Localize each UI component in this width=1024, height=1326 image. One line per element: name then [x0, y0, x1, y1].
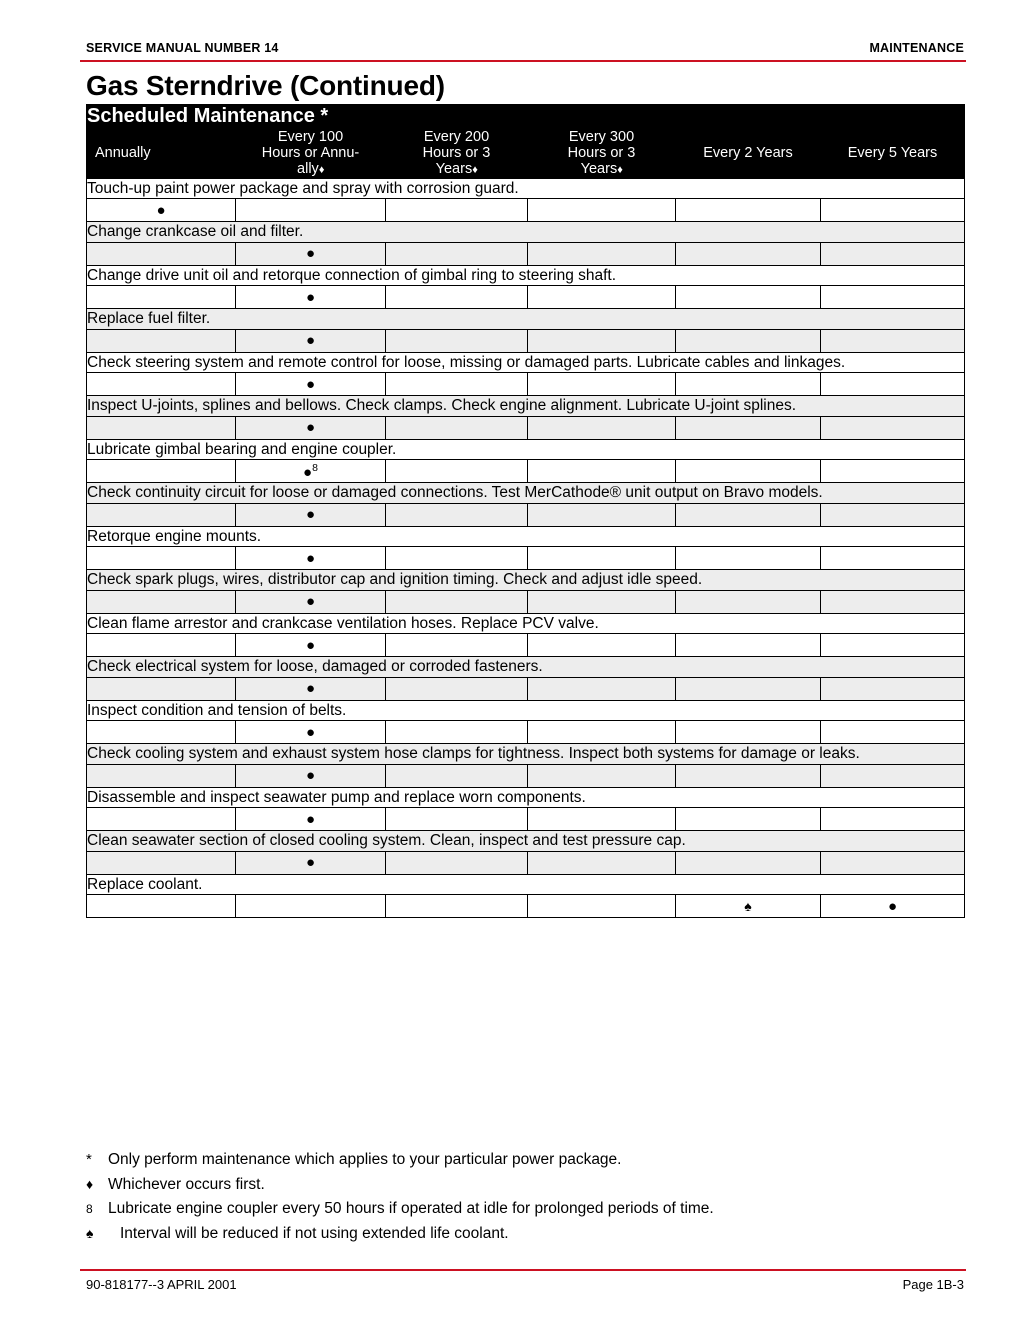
- footnotes: [86, 1152, 964, 1250]
- column-header-line: Annually: [95, 145, 151, 162]
- footnote-text: Lubricate engine coupler every 50 hours if operated at idle for prolonged periods of time.: [108, 1200, 714, 1217]
- column-header-3: [386, 129, 528, 179]
- column-header-line: Every 200: [423, 129, 490, 145]
- diamond-icon: ♦: [472, 164, 478, 177]
- bullet-marker-icon: ●: [305, 549, 316, 567]
- interval-cell-2: [236, 286, 386, 309]
- interval-cell-2: [236, 199, 386, 222]
- bullet-marker-icon: ●: [156, 201, 166, 219]
- footer-document-number: 90-818177--3 APRIL 2001: [86, 1277, 237, 1292]
- interval-cell-2: [236, 460, 386, 483]
- task-description: Check electrical system for loose, damaged or corroded fasteners.: [87, 657, 965, 678]
- task-row: [87, 744, 965, 765]
- interval-cell-3: [386, 677, 528, 700]
- interval-cell-4: [528, 677, 676, 700]
- interval-marker-row: [87, 851, 965, 874]
- page-footer: [86, 1277, 964, 1292]
- interval-cell-3: [386, 851, 528, 874]
- interval-cell-6: [821, 764, 965, 787]
- interval-cell-6: [821, 242, 965, 265]
- task-row: [87, 613, 965, 634]
- scheduled-maintenance-table: [86, 104, 964, 918]
- interval-cell-1: [87, 329, 236, 352]
- interval-marker-row: [87, 895, 965, 918]
- interval-cell-3: [386, 634, 528, 657]
- task-description: Lubricate gimbal bearing and engine coupler.: [87, 439, 965, 460]
- column-header-line: Hours or 3: [422, 145, 491, 162]
- column-header-6: [821, 129, 965, 179]
- interval-cell-2: [236, 242, 386, 265]
- interval-cell-2: [236, 503, 386, 526]
- interval-cell-1: [87, 199, 236, 222]
- column-header-line: Years♦: [580, 161, 623, 178]
- task-row: [87, 483, 965, 504]
- bullet-marker-icon: ●: [305, 680, 316, 698]
- task-description: Touch-up paint power package and spray with corrosion guard.: [87, 178, 965, 199]
- interval-cell-3: [386, 503, 528, 526]
- column-header-2: [236, 129, 386, 179]
- interval-marker-row: [87, 764, 965, 787]
- interval-cell-6: [821, 895, 965, 918]
- interval-cell-5: [676, 764, 821, 787]
- interval-cell-3: [386, 808, 528, 831]
- interval-cell-4: [528, 460, 676, 483]
- task-description: Inspect U-joints, splines and bellows. Check clamps. Check engine alignment. Lubricate U-joint splines.: [87, 396, 965, 417]
- interval-cell-5: [676, 373, 821, 396]
- interval-cell-6: [821, 634, 965, 657]
- column-header-line: ally♦: [297, 161, 324, 178]
- interval-cell-6: [821, 677, 965, 700]
- interval-cell-3: [386, 199, 528, 222]
- bullet-marker-icon: ●: [305, 723, 316, 741]
- bullet-marker-icon: ●: [305, 767, 316, 785]
- task-row: [87, 787, 965, 808]
- footnote-marker-asterisk-icon: *: [86, 1151, 92, 1168]
- interval-cell-6: [821, 808, 965, 831]
- task-description: Replace fuel filter.: [87, 309, 965, 330]
- interval-cell-6: [821, 721, 965, 744]
- interval-cell-5: [676, 851, 821, 874]
- task-description: Check cooling system and exhaust system hose clamps for tightness. Inspect both systems for damage or leaks.: [87, 744, 965, 765]
- interval-marker-row: [87, 329, 965, 352]
- table-header-row: [87, 129, 965, 179]
- interval-cell-4: [528, 634, 676, 657]
- interval-cell-2: [236, 590, 386, 613]
- task-row: [87, 439, 965, 460]
- task-row: [87, 570, 965, 591]
- interval-cell-4: [528, 721, 676, 744]
- interval-cell-2: [236, 808, 386, 831]
- interval-cell-1: [87, 677, 236, 700]
- interval-cell-6: [821, 416, 965, 439]
- interval-cell-3: [386, 547, 528, 570]
- bullet-marker-icon: ●: [305, 506, 316, 524]
- interval-marker-row: [87, 590, 965, 613]
- interval-cell-5: [676, 677, 821, 700]
- interval-cell-6: [821, 199, 965, 222]
- interval-marker-row: [87, 373, 965, 396]
- task-description: Replace coolant.: [87, 874, 965, 895]
- bullet-marker-icon: ●: [303, 463, 313, 481]
- task-description: Change crankcase oil and filter.: [87, 222, 965, 243]
- interval-marker-row: [87, 634, 965, 657]
- interval-cell-1: [87, 503, 236, 526]
- interval-cell-3: [386, 416, 528, 439]
- task-row: [87, 265, 965, 286]
- footnote-marker-eight-icon: 8: [86, 1202, 93, 1216]
- column-header-5: [676, 129, 821, 179]
- column-header-4: [528, 129, 676, 179]
- task-row: [87, 831, 965, 852]
- interval-cell-4: [528, 242, 676, 265]
- bullet-marker-icon: ●: [305, 245, 316, 263]
- diamond-icon: ♦: [617, 164, 623, 177]
- footnote: [86, 1152, 964, 1168]
- interval-cell-6: [821, 851, 965, 874]
- task-description: Clean seawater section of closed cooling system. Clean, inspect and test pressure cap.: [87, 831, 965, 852]
- interval-cell-4: [528, 503, 676, 526]
- task-description: Check steering system and remote control for loose, missing or damaged parts. Lubricate cables and linkages.: [87, 352, 965, 373]
- interval-marker-row: [87, 199, 965, 222]
- interval-cell-1: [87, 808, 236, 831]
- task-description: Inspect condition and tension of belts.: [87, 700, 965, 721]
- bullet-marker-icon: ●: [305, 332, 316, 350]
- interval-cell-6: [821, 460, 965, 483]
- footnote-marker-spade-icon: ♠: [86, 1224, 94, 1241]
- interval-cell-4: [528, 808, 676, 831]
- interval-cell-5: [676, 590, 821, 613]
- interval-cell-4: [528, 764, 676, 787]
- diamond-icon: ♦: [318, 164, 324, 177]
- interval-cell-3: [386, 242, 528, 265]
- interval-cell-1: [87, 634, 236, 657]
- interval-cell-4: [528, 851, 676, 874]
- interval-cell-6: [821, 547, 965, 570]
- interval-cell-5: [676, 547, 821, 570]
- interval-cell-3: [386, 895, 528, 918]
- interval-cell-5: [676, 460, 821, 483]
- interval-cell-5: [676, 634, 821, 657]
- running-head-left: SERVICE MANUAL NUMBER 14: [86, 41, 279, 55]
- task-description: Retorque engine mounts.: [87, 526, 965, 547]
- column-header-line: Every 2 Years: [703, 145, 793, 162]
- interval-cell-1: [87, 286, 236, 309]
- interval-cell-5: [676, 721, 821, 744]
- interval-cell-2: [236, 851, 386, 874]
- task-row: [87, 526, 965, 547]
- interval-cell-2: [236, 895, 386, 918]
- interval-cell-4: [528, 329, 676, 352]
- column-header-line: Years♦: [435, 161, 478, 178]
- interval-cell-3: [386, 590, 528, 613]
- interval-cell-5: [676, 242, 821, 265]
- interval-cell-3: [386, 721, 528, 744]
- interval-cell-1: [87, 460, 236, 483]
- bullet-marker-icon: ●: [305, 636, 316, 654]
- interval-cell-3: [386, 329, 528, 352]
- task-description: Clean flame arrestor and crankcase ventilation hoses. Replace PCV valve.: [87, 613, 965, 634]
- column-header-line: Every 100: [277, 129, 344, 145]
- task-row: [87, 700, 965, 721]
- footnote-marker-diamond-icon: ♦: [86, 1175, 94, 1192]
- task-description: Change drive unit oil and retorque connection of gimbal ring to steering shaft.: [87, 265, 965, 286]
- table-title-row: [87, 105, 965, 129]
- interval-cell-1: [87, 764, 236, 787]
- interval-cell-2: [236, 329, 386, 352]
- interval-cell-4: [528, 895, 676, 918]
- footnote: [86, 1177, 964, 1193]
- bullet-marker-icon: ●: [305, 854, 316, 872]
- footnote-text: Only perform maintenance which applies to your particular power package.: [108, 1151, 622, 1168]
- interval-cell-3: [386, 764, 528, 787]
- interval-cell-1: [87, 895, 236, 918]
- interval-cell-6: [821, 590, 965, 613]
- footer-page-number: Page 1B-3: [902, 1277, 964, 1292]
- interval-cell-2: [236, 416, 386, 439]
- bullet-marker-icon: ●: [305, 375, 316, 393]
- interval-cell-2: [236, 764, 386, 787]
- table-title: Scheduled Maintenance *: [87, 105, 965, 129]
- interval-cell-6: [821, 329, 965, 352]
- bullet-marker-icon: ●: [305, 810, 316, 828]
- interval-marker-row: [87, 721, 965, 744]
- interval-cell-4: [528, 547, 676, 570]
- column-header-line: Hours or Annu-: [261, 145, 360, 162]
- interval-cell-4: [528, 373, 676, 396]
- interval-cell-2: [236, 373, 386, 396]
- interval-cell-5: [676, 416, 821, 439]
- interval-cell-2: [236, 721, 386, 744]
- interval-cell-1: [87, 547, 236, 570]
- header-rule: [80, 60, 966, 62]
- task-description: Check continuity circuit for loose or damaged connections. Test MerCathode® unit output on Bravo models.: [87, 483, 965, 504]
- interval-cell-1: [87, 416, 236, 439]
- interval-cell-5: [676, 808, 821, 831]
- interval-cell-1: [87, 590, 236, 613]
- interval-cell-3: [386, 286, 528, 309]
- task-description: Disassemble and inspect seawater pump and replace worn components.: [87, 787, 965, 808]
- interval-cell-5: [676, 503, 821, 526]
- bullet-marker-icon: ●: [887, 897, 898, 915]
- page-title: Gas Sterndrive (Continued): [86, 70, 445, 101]
- interval-cell-2: [236, 677, 386, 700]
- interval-cell-5: [676, 329, 821, 352]
- interval-marker-row: [87, 416, 965, 439]
- interval-cell-4: [528, 286, 676, 309]
- interval-marker-row: [87, 460, 965, 483]
- interval-cell-4: [528, 416, 676, 439]
- interval-cell-6: [821, 373, 965, 396]
- interval-marker-row: [87, 286, 965, 309]
- footnote-text: Whichever occurs first.: [108, 1175, 265, 1193]
- interval-cell-4: [528, 199, 676, 222]
- task-row: [87, 874, 965, 895]
- interval-cell-5: [676, 199, 821, 222]
- interval-cell-5: [676, 895, 821, 918]
- bullet-marker-icon: ●: [305, 288, 316, 306]
- running-head: [86, 41, 964, 55]
- column-header-line: Hours or 3: [567, 145, 636, 162]
- interval-marker-row: [87, 503, 965, 526]
- footnote-text: Interval will be reduced if not using extended life coolant.: [120, 1224, 509, 1242]
- interval-cell-1: [87, 242, 236, 265]
- interval-cell-6: [821, 286, 965, 309]
- footnote: [86, 1201, 964, 1217]
- footnote-ref-8: 8: [312, 461, 318, 474]
- bullet-marker-icon: ●: [305, 593, 316, 611]
- task-row: [87, 352, 965, 373]
- interval-cell-2: [236, 634, 386, 657]
- interval-cell-1: [87, 721, 236, 744]
- task-row: [87, 309, 965, 330]
- running-head-right: MAINTENANCE: [869, 41, 964, 55]
- interval-cell-4: [528, 590, 676, 613]
- interval-cell-3: [386, 460, 528, 483]
- interval-marker-row: [87, 808, 965, 831]
- task-row: [87, 178, 965, 199]
- bullet-marker-icon: ●: [305, 419, 316, 437]
- interval-marker-row: [87, 677, 965, 700]
- interval-cell-3: [386, 373, 528, 396]
- interval-cell-1: [87, 851, 236, 874]
- interval-cell-6: [821, 503, 965, 526]
- interval-cell-5: [676, 286, 821, 309]
- column-header-1: [87, 129, 236, 179]
- column-header-line: Every 300: [568, 129, 635, 145]
- task-row: [87, 222, 965, 243]
- interval-cell-1: [87, 373, 236, 396]
- interval-marker-row: [87, 547, 965, 570]
- interval-cell-2: [236, 547, 386, 570]
- task-row: [87, 657, 965, 678]
- footnote: [86, 1226, 964, 1242]
- task-row: [87, 396, 965, 417]
- column-header-line: Every 5 Years: [847, 145, 938, 162]
- spade-marker-icon: ♠: [744, 897, 752, 914]
- task-description: Check spark plugs, wires, distributor cap and ignition timing. Check and adjust idle speed.: [87, 570, 965, 591]
- interval-marker-row: [87, 242, 965, 265]
- footer-rule: [80, 1269, 966, 1271]
